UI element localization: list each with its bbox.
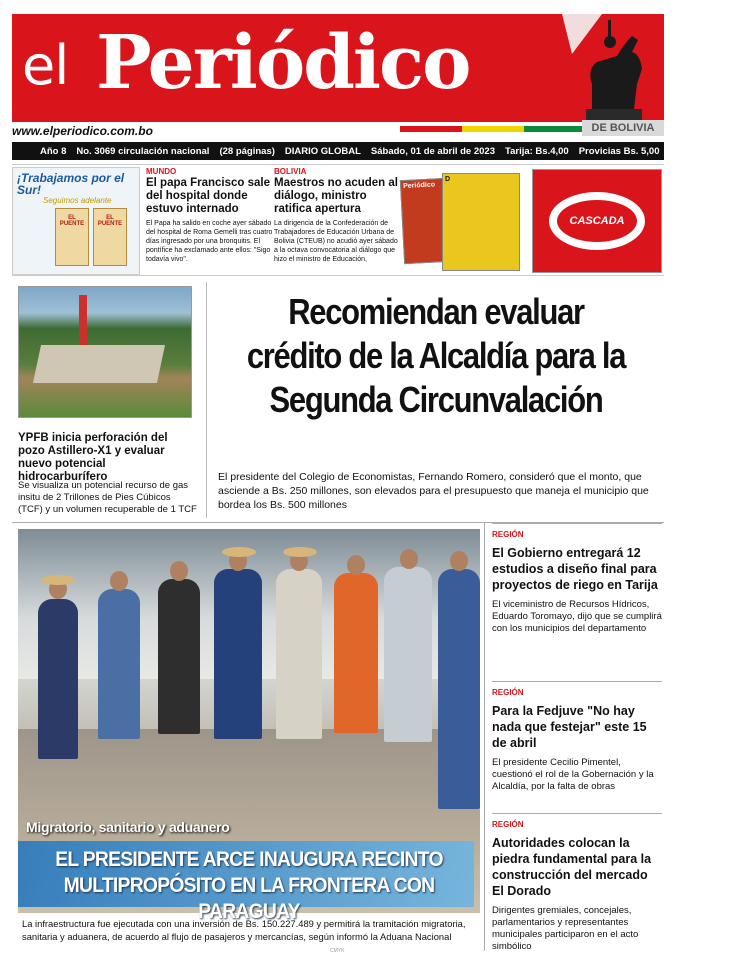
section-label: REGIÓN — [492, 530, 524, 539]
column-divider — [206, 282, 207, 518]
teaser-bolivia[interactable] — [274, 165, 400, 264]
photo-kicker: Migratorio, sanitario y aduanero — [26, 819, 230, 835]
person — [276, 569, 322, 739]
product-pack — [55, 208, 89, 266]
price-tarija: Tarija: Bs.4,00 — [504, 145, 569, 157]
person — [438, 569, 480, 809]
bottom-section — [12, 522, 664, 950]
cover-deportes[interactable] — [442, 173, 520, 271]
person-head — [170, 561, 188, 581]
section-label: REGIÓN — [492, 820, 524, 829]
region-story[interactable] — [492, 681, 662, 793]
region-story[interactable] — [492, 523, 662, 635]
issue-year: Año 8 — [40, 145, 67, 157]
price-bolivia: Bolivia Bs. 6,00 — [669, 145, 739, 157]
equestrian-statue-icon — [562, 14, 652, 122]
cover-label: Periódico — [402, 181, 436, 191]
teaser-body: La dirigencia de la Confederación de Trabajadores de Educación Urbana de Bolivia (CTEUB) no acudió ayer sábado a la octava convocatoria al diálogo que hizo el ministro de Educación, — [274, 220, 398, 263]
bolivia-flag-stripe — [400, 126, 586, 132]
issue-pages: (28 páginas) — [219, 145, 275, 157]
teaser-headline[interactable]: El papa Francisco sale del hospital donde estuvo internado — [146, 177, 271, 215]
photo-headline[interactable]: EL PRESIDENTE ARCE INAUGURA RECINTO MULTIPROPÓSITO EN LA FRONTERA CON PARAGUAY — [55, 848, 443, 923]
section-label: BOLIVIA — [274, 167, 307, 176]
region-body: Dirigentes gremiales, concejales, parlamentarios y representantes municipales participaron en el acto simbólico — [492, 905, 639, 952]
person — [334, 573, 378, 733]
well-pad — [33, 345, 165, 383]
person-head — [110, 571, 128, 591]
pack-label: EL PUENTE — [59, 215, 85, 227]
side-story-body: Se visualiza un potencial recurso de gas insitu de 2 Trillones de Pies Cúbicos (TCF) y un volumen recuperable de 1 TCF — [18, 480, 197, 515]
cascada-label: CASCADA — [557, 200, 637, 242]
teaser-row — [12, 164, 664, 276]
person — [38, 599, 78, 759]
teaser-headline[interactable]: Maestros no acuden al diálogo, ministro ratifica apertura — [274, 177, 398, 215]
website-url[interactable]: www.elperiodico.com.bo — [12, 124, 153, 138]
logo-prefix: el — [22, 34, 69, 97]
drilling-site-photo — [18, 286, 192, 418]
region-headline[interactable]: Autoridades colocan la piedra fundamental para la construcción del mercado El Dorado — [492, 836, 652, 898]
print-mark: CMYK — [330, 948, 345, 954]
right-column — [486, 523, 664, 951]
region-body: El presidente Cecilio Pimentel, cuestionó el rol de la Gobernación y la Alcaldía, por la falta de obras — [492, 757, 654, 792]
region-headline[interactable]: Para la Fedjuve "No hay nada que festejar" este 15 de abril — [492, 704, 647, 750]
issue-date: Sábado, 01 de abril de 2023 — [370, 145, 495, 157]
side-story-headline[interactable]: YPFB inicia perforación del pozo Astillero-X1 y evaluar nuevo potencial hidrocarburífero — [18, 432, 168, 483]
ad-title: ¡Trabajamos por el Sur! — [17, 171, 125, 197]
main-headline[interactable]: Recomiendan evaluar crédito de la Alcaldía para la Segunda Circunvalación — [246, 291, 626, 420]
middle-section — [12, 282, 664, 518]
region-body: El viceministro de Recursos Hídricos, Eduardo Toromayo, dijo que se cumplirá con los municipios del departamento — [492, 599, 662, 634]
photo-caption: La infraestructura fue ejecutada con una inversión de Bs. 150.227.489 y permitirá la tramitación migratoria, sanitaria y aduanera, de acuerdo al flujo de pasajeros y mercancías, según informó la Aduana Nacional — [22, 918, 466, 942]
pack-label: EL PUENTE — [97, 215, 123, 227]
magazine-covers[interactable] — [398, 171, 526, 275]
person — [384, 567, 432, 742]
masthead — [12, 14, 664, 122]
teaser-body: El Papa ha salido en coche ayer sábado del hospital de Roma Gemelli tras cuatro días ingresado por una bronquitis. El pontífice ha exclamado ante ellos: "Sigo todavía vivo". — [146, 220, 273, 263]
cascada-logo-icon — [549, 192, 645, 250]
ad-slogan: Seguimos adelante — [43, 196, 112, 205]
cascada-ad[interactable] — [532, 169, 662, 273]
person-head — [450, 551, 468, 571]
issue-info-bar — [12, 142, 739, 160]
section-label: REGIÓN — [492, 688, 524, 697]
main-story-body: El presidente del Colegio de Economistas, Fernando Romero, consideró que el monto, que asciende a Bs. 250 millones, son elevados para el presupuesto que maneja el municipio que bordea los Bs. 500 millones — [218, 471, 649, 511]
person-head — [400, 549, 418, 569]
person — [98, 589, 140, 739]
product-pack — [93, 208, 127, 266]
country-tag: DE BOLIVIA — [582, 120, 664, 136]
hat-icon — [41, 575, 75, 585]
edition-name: DIARIO GLOBAL — [284, 145, 361, 157]
region-story[interactable] — [492, 813, 662, 953]
column-divider — [484, 523, 485, 951]
el-puente-ad[interactable] — [12, 167, 140, 275]
cover-label: D — [445, 176, 451, 183]
person-head — [347, 555, 365, 575]
region-headline[interactable]: El Gobierno entregará 12 estudios a diseño final para proyectos de riego en Tarija — [492, 546, 658, 592]
hat-icon — [222, 547, 256, 557]
price-provinces: Provicias Bs. 5,00 — [578, 145, 660, 157]
person — [158, 579, 200, 734]
issue-number: No. 3069 circulación nacional — [76, 145, 210, 157]
section-label: MUNDO — [146, 167, 177, 176]
hat-icon — [283, 547, 317, 557]
teaser-mundo[interactable] — [146, 165, 274, 264]
person — [214, 569, 262, 739]
logo-title: Periódico — [96, 20, 470, 106]
